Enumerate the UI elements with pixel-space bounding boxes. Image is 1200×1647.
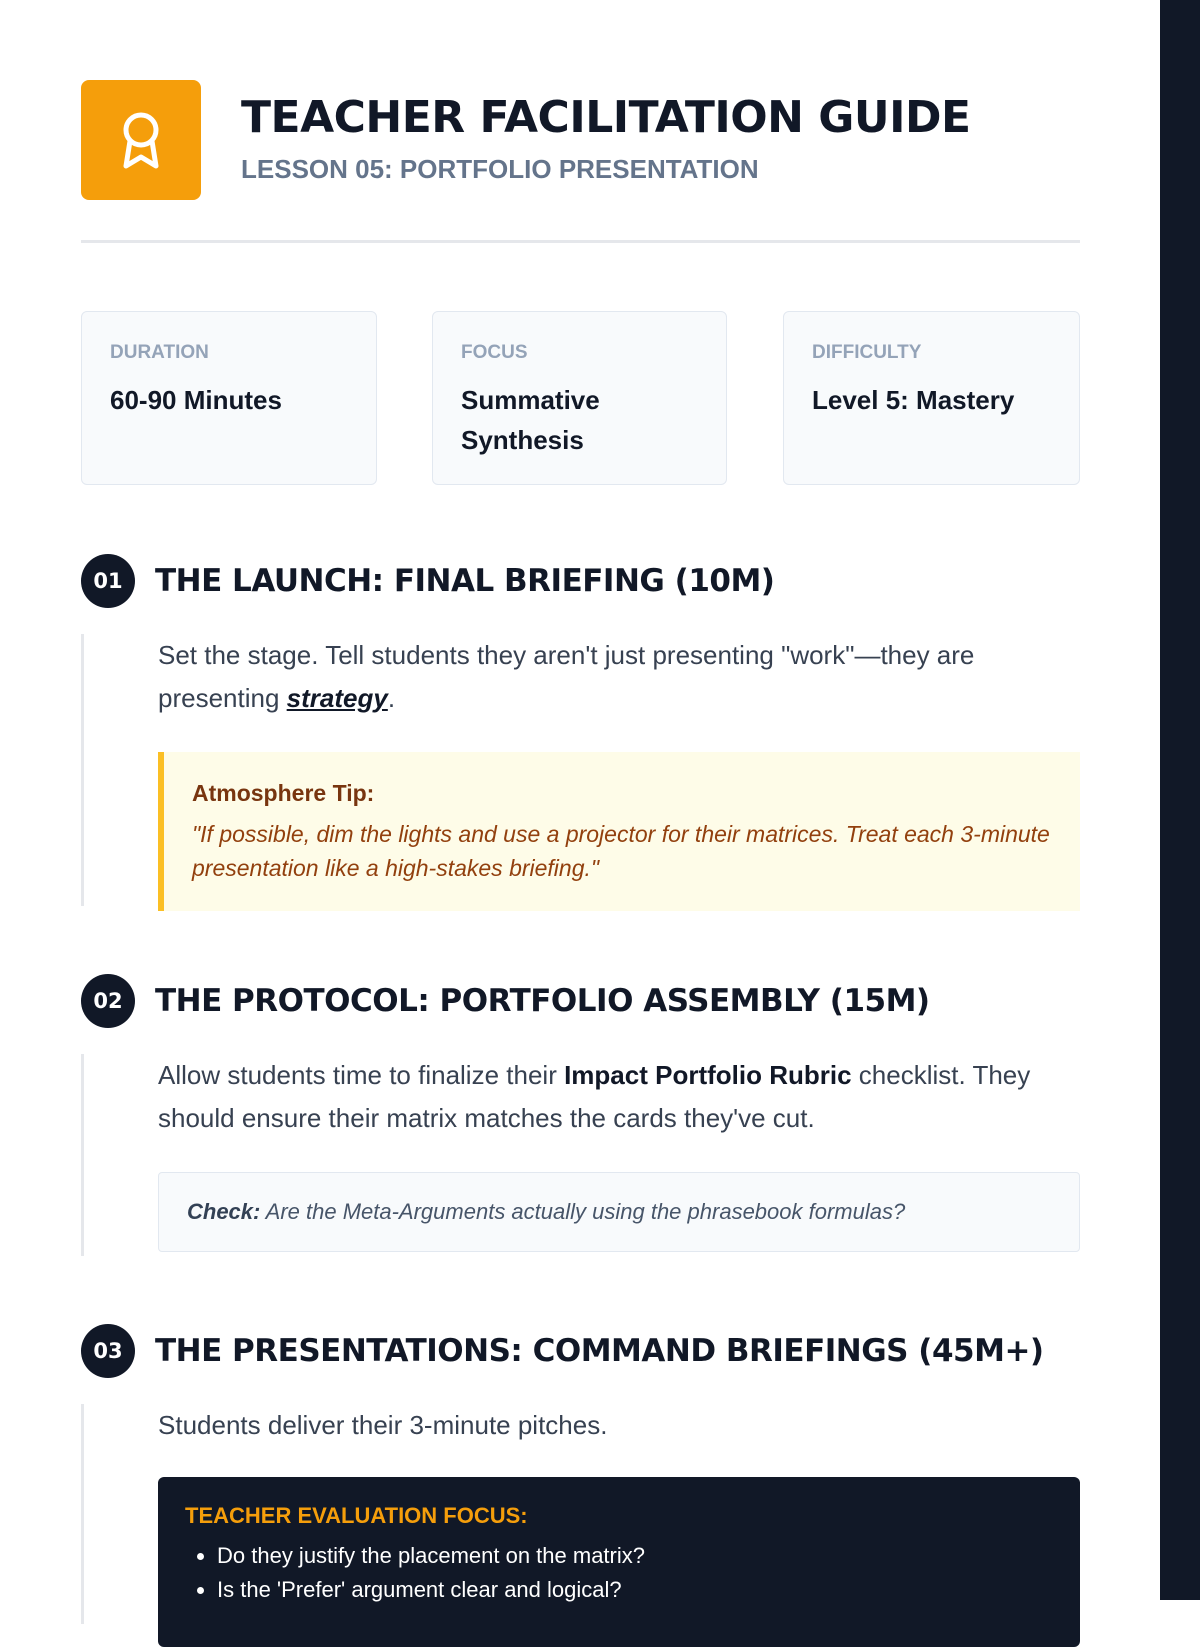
emphasis-word: strategy [286, 683, 388, 713]
section-paragraph [158, 1054, 1080, 1140]
stat-value: 60-90 Minutes [110, 385, 282, 415]
stat-card-focus [432, 311, 727, 485]
award-badge [81, 80, 201, 200]
guide-header [81, 80, 1080, 202]
paragraph-text: Allow students time to finalize their [158, 1060, 565, 1090]
lesson-subtitle: LESSON 05: PORTFOLIO PRESENTATION [241, 154, 759, 184]
section-body [81, 1054, 1080, 1256]
paragraph-text: . [387, 683, 396, 713]
right-edge-bar [1160, 0, 1200, 1600]
tip-title: Atmosphere Tip: [192, 780, 375, 806]
paragraph-text: Set the stage. Tell students they aren't just presenting "work"—they are presenting [158, 640, 975, 713]
section-body [81, 1404, 1080, 1624]
stat-label: DURATION [110, 342, 209, 363]
evaluation-focus-panel [158, 1477, 1080, 1647]
stat-label: DIFFICULTY [812, 342, 922, 363]
check-label: Check: [187, 1199, 261, 1224]
award-ribbon-icon [117, 110, 165, 170]
header-divider [81, 240, 1080, 243]
stat-card-difficulty [783, 311, 1080, 485]
section-paragraph [158, 634, 1080, 720]
lesson-stats [81, 311, 1080, 487]
evaluation-title: TEACHER EVALUATION FOCUS: [185, 1503, 528, 1528]
section-body [81, 634, 1080, 906]
page-title: TEACHER FACILITATION GUIDE [241, 92, 971, 143]
stat-card-duration [81, 311, 377, 485]
stat-label: FOCUS [461, 342, 528, 363]
section-number: 02 [81, 974, 135, 1028]
evaluation-item: • Is the 'Prefer' argument clear and logical? [217, 1573, 1053, 1607]
check-text: Are the Meta-Arguments actually using the phrasebook formulas? [260, 1199, 906, 1224]
evaluation-list [185, 1539, 1053, 1607]
section-number: 03 [81, 1324, 135, 1378]
stat-value: Level 5: Mastery [812, 385, 1015, 415]
paragraph-text: checklist. They should ensure their matrix matches the cards they've cut. [158, 1060, 1031, 1133]
atmosphere-tip-callout [158, 752, 1080, 911]
section-paragraph: Students deliver their 3-minute pitches. [158, 1410, 608, 1440]
tip-text: "If possible, dim the lights and use a projector for their matrices. Treat each 3-minute presentation like a high-stakes briefing." [192, 821, 1050, 881]
section-title: THE LAUNCH: FINAL BRIEFING (10M) [155, 563, 775, 599]
check-callout [158, 1172, 1080, 1252]
evaluation-item: • Do they justify the placement on the matrix? [217, 1539, 1053, 1573]
rubric-name: Impact Portfolio Rubric [564, 1060, 852, 1090]
section-title: THE PRESENTATIONS: COMMAND BRIEFINGS (45M+) [155, 1333, 1044, 1369]
section-number: 01 [81, 554, 135, 608]
stat-value: Summative Synthesis [461, 385, 600, 455]
section-title: THE PROTOCOL: PORTFOLIO ASSEMBLY (15M) [155, 983, 930, 1019]
